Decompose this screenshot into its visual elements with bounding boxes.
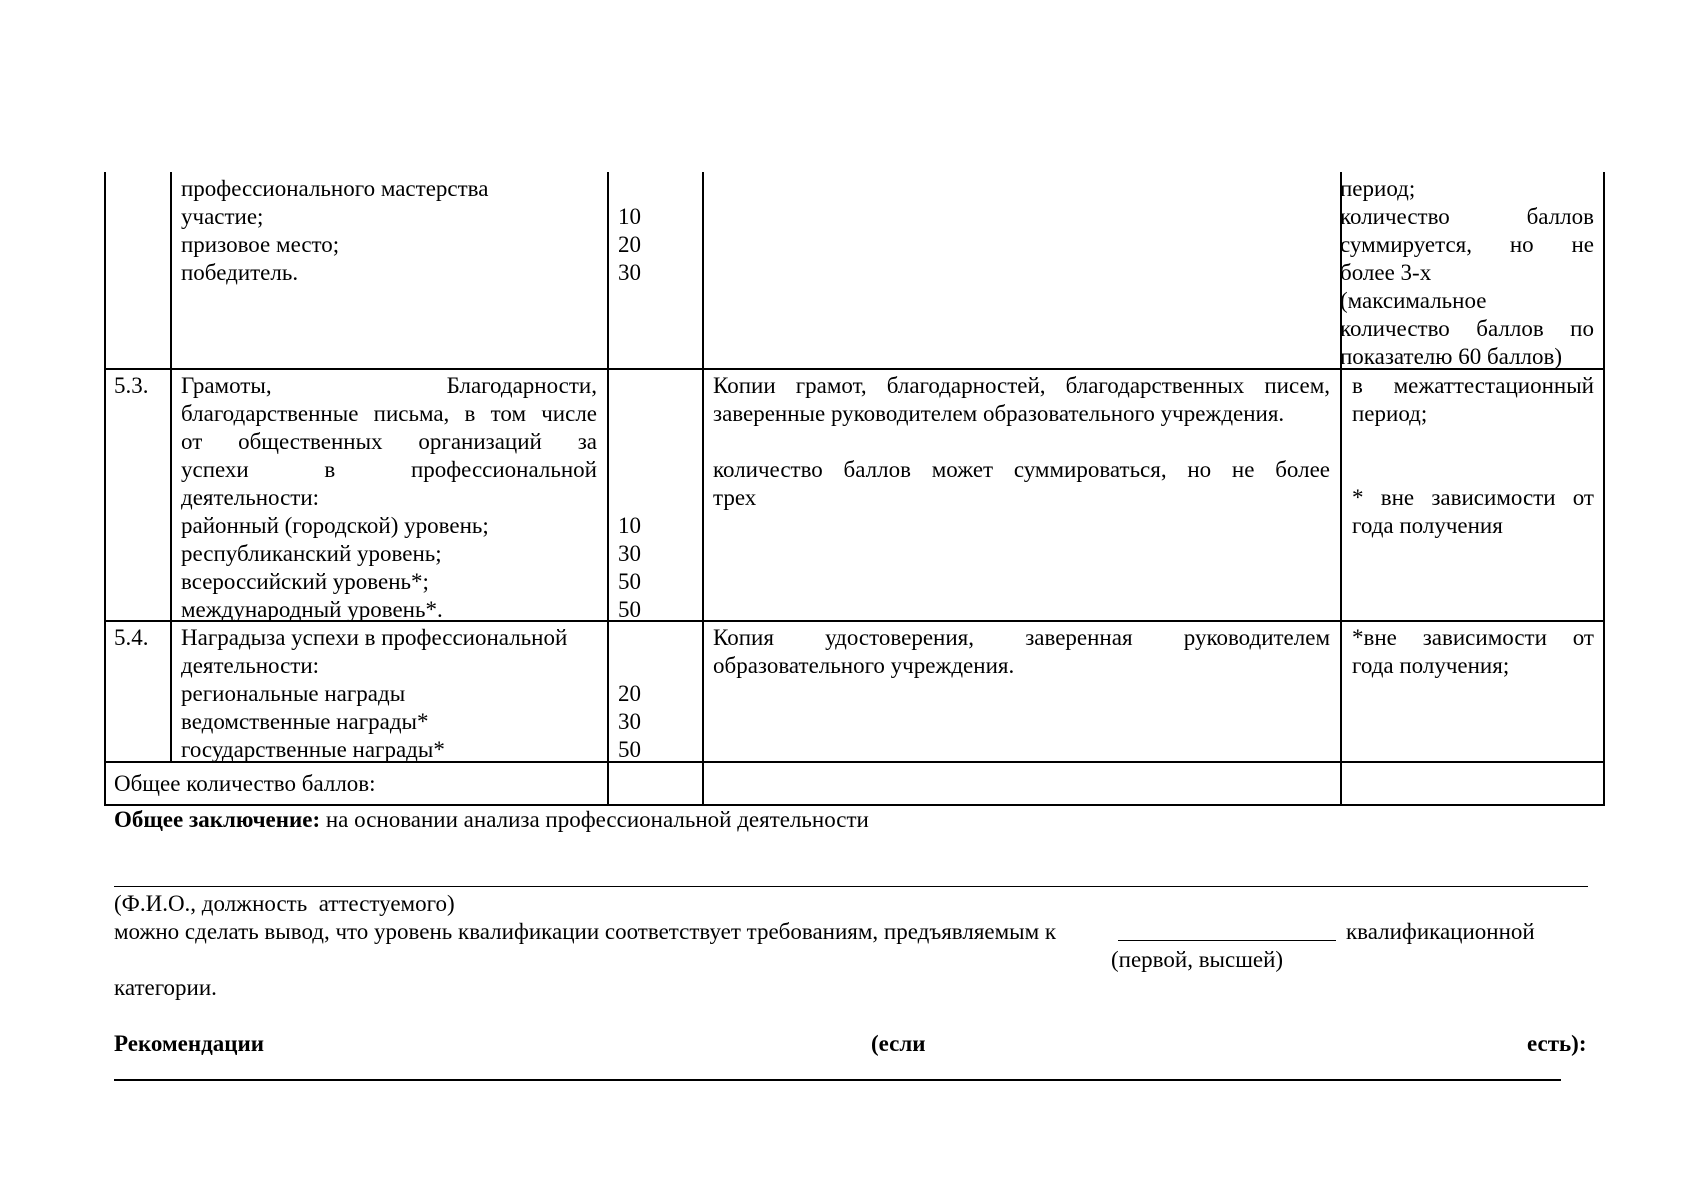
cont-note-line-2: количество баллов: [1340, 204, 1594, 229]
row-53-note-line-2: период;: [1352, 401, 1428, 426]
row-53-points-4: 50: [618, 597, 641, 622]
fio-hint: (Ф.И.О., должность аттестуемого): [114, 891, 455, 916]
row-54-name-line-4: ведомственные награды*: [181, 709, 429, 734]
row-53-name-line-2: благодарственные письма, в том числе: [181, 401, 597, 426]
row-54-doc-line-2: образовательного учреждения.: [713, 653, 1015, 678]
cont-note-line-5: (максимальное: [1340, 288, 1487, 313]
cont-name-line-4: победитель.: [181, 260, 299, 285]
row-54-doc-line-1: Копия удостоверения, заверенная руководителем: [713, 625, 1330, 650]
table-col-divider-2: [607, 172, 609, 806]
row-53-name-line-7: республиканский уровень;: [181, 541, 442, 566]
row-53-name-line-8: всероссийский уровень*;: [181, 569, 429, 594]
cont-name-line-2: участие;: [181, 204, 264, 229]
row-53-number: 5.3.: [114, 373, 149, 398]
row-54-note-line-2: года получения;: [1352, 653, 1510, 678]
total-points-label: Общее количество баллов:: [114, 771, 376, 796]
row-53-note-line-1: в межаттестационный: [1352, 373, 1594, 398]
table-col-divider-1: [170, 172, 172, 762]
row-53-name-line-4: успехи в профессиональной: [181, 457, 597, 482]
row-53-doc-line-4: трех: [713, 485, 757, 510]
row-53-name-line-6: районный (городской) уровень;: [181, 513, 489, 538]
row-53-points-3: 50: [618, 569, 641, 594]
row-54-points-3: 50: [618, 737, 641, 762]
row-54-points-1: 20: [618, 681, 641, 706]
row-53-name-line-9: международный уровень*.: [181, 597, 443, 622]
cont-note-line-7: показателю 60 баллов): [1340, 344, 1563, 369]
cont-points-2: 20: [618, 232, 641, 257]
row-54-name-line-2: деятельности:: [181, 653, 320, 678]
cont-note-line-3: суммируется, но не: [1340, 232, 1594, 257]
row-53-note-line-3: * вне зависимости от: [1352, 485, 1594, 510]
category-word: категории.: [114, 975, 217, 1000]
category-hint: (первой, высшей): [1111, 947, 1284, 972]
row-53-points-2: 30: [618, 541, 641, 566]
table-border-right: [1603, 172, 1605, 806]
cont-points-1: 10: [618, 204, 641, 229]
recommendations-word-1: Рекомендации: [114, 1031, 264, 1056]
cont-points-3: 30: [618, 260, 641, 285]
verdict-text: можно сделать вывод, что уровень квалификации соответствует требованиям, предъявляемым к: [114, 919, 1057, 944]
table-col-divider-3: [702, 172, 704, 806]
table-border-left: [104, 172, 106, 806]
recommendations-word-3: есть):: [1527, 1031, 1587, 1056]
verdict-text-end: квалификационной: [1346, 919, 1535, 944]
cont-name-line-3: призовое место;: [181, 232, 340, 257]
row-54-name-line-5: государственные награды*: [181, 737, 445, 762]
row-53-note-line-4: года получения: [1352, 513, 1503, 538]
row-53-name-line-3: от общественных организаций за: [181, 429, 597, 454]
row-53-points-1: 10: [618, 513, 641, 538]
row-53-doc-line-3: количество баллов может суммироваться, но не более: [713, 457, 1330, 482]
category-blank-underline: [1118, 940, 1336, 941]
cont-note-line-1: период;: [1340, 176, 1416, 201]
fio-underline: [114, 886, 1588, 887]
cont-note-line-4: более 3-х: [1340, 260, 1432, 285]
cont-name-line-1: профессионального мастерства: [181, 176, 489, 201]
recommendations-word-2: (если: [871, 1031, 926, 1056]
recommendations-underline: [114, 1079, 1561, 1081]
row-54-note-line-1: *вне зависимости от: [1352, 625, 1594, 650]
row-53-doc-line-2: заверенные руководителем образовательного учреждения.: [713, 401, 1285, 426]
conclusion-label: Общее заключение:: [114, 807, 321, 832]
conclusion-text: на основании анализа профессиональной деятельности: [320, 807, 869, 832]
row-54-name-line-3: региональные награды: [181, 681, 406, 706]
row-54-number: 5.4.: [114, 625, 149, 650]
row-54-name-line-1: Наградыза успехи в профессиональной: [181, 625, 568, 650]
conclusion-paragraph: [114, 806, 869, 834]
row-53-doc-line-1: Копии грамот, благодарностей, благодарственных писем,: [713, 373, 1330, 398]
row-54-points-2: 30: [618, 709, 641, 734]
row-53-name-line-1: Грамоты, Благодарности,: [181, 373, 597, 398]
row-53-name-line-5: деятельности:: [181, 485, 320, 510]
cont-note-line-6: количество баллов по: [1340, 316, 1594, 341]
